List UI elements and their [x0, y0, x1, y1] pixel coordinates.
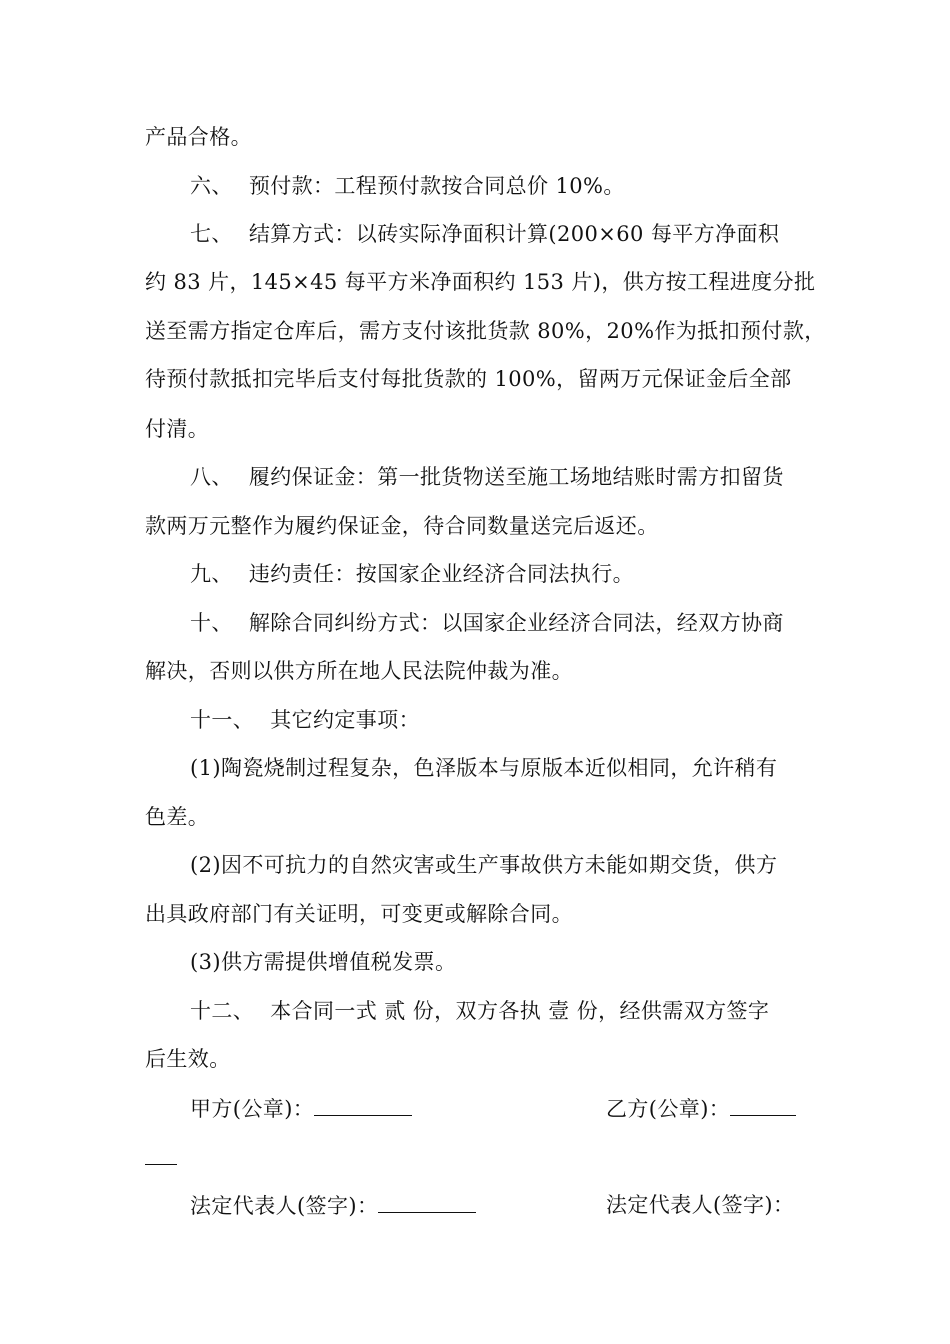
sub-item-3: (3)供方需提供增值税发票。 [190, 950, 457, 974]
party-a-seal-blank[interactable] [314, 1093, 412, 1116]
sub-item-1: (1)陶瓷烧制过程复杂，色泽版本与原版本近似相同，允许稍有 [190, 756, 778, 780]
clause-number: 十一、 [190, 708, 255, 732]
paragraph-line: 付清。 [145, 417, 210, 441]
paragraph-line: 约 83 片，145×45 每平方米净面积约 153 片)，供方按工程进度分批 [145, 270, 816, 294]
party-b-rep-row [606, 1190, 794, 1220]
party-b-seal-blank[interactable] [730, 1093, 796, 1116]
clause-ten [190, 608, 855, 638]
clause-text: 结算方式：以砖实际净面积计算(200×60 每平方净面积 [248, 222, 780, 246]
sub-item-2: (2)因不可抗力的自然灾害或生产事故供方未能如期交货，供方 [190, 853, 778, 877]
party-a-rep-label: 法定代表人(签字)： [190, 1194, 379, 1218]
clause-text: 预付款：工程预付款按合同总价 10%。 [248, 174, 625, 198]
paragraph-line: 送至需方指定仓库后，需方支付该批货款 80%，20%作为抵扣预付款， [145, 319, 826, 343]
clause-number: 九、 [190, 562, 233, 586]
clause-text: 履约保证金：第一批货物送至施工场地结账时需方扣留货 [248, 465, 784, 489]
paragraph-line: 解决，否则以供方所在地人民法院仲裁为准。 [145, 659, 573, 683]
party-b-seal-row [606, 1093, 796, 1124]
clause-number: 八、 [190, 465, 233, 489]
party-b-seal-label: 乙方(公章)： [606, 1097, 731, 1121]
paragraph-line: 出具政府部门有关证明，可变更或解除合同。 [145, 902, 573, 926]
party-a-seal-label: 甲方(公章)： [190, 1097, 315, 1121]
clause-text: 其它约定事项： [270, 708, 421, 732]
clause-text: 本合同一式 贰 份，双方各执 壹 份，经供需双方签字 [270, 999, 770, 1023]
paragraph-line: 待预付款抵扣完毕后支付每批货款的 100%，留两万元保证金后全部 [145, 367, 792, 391]
paragraph-line: 产品合格。 [145, 125, 252, 149]
clause-number: 六、 [190, 174, 233, 198]
paragraph-line: 后生效。 [145, 1047, 231, 1071]
party-b-rep-label: 法定代表人(签字)： [606, 1193, 795, 1217]
clause-text: 解除合同纠纷方式：以国家企业经济合同法，经双方协商 [248, 611, 784, 635]
party-a-rep-row [190, 1190, 476, 1221]
clause-number: 十、 [190, 611, 233, 635]
clause-twelve [190, 996, 855, 1026]
clause-text: 违约责任：按国家企业经济合同法执行。 [248, 562, 635, 586]
clause-eleven [190, 705, 855, 735]
clause-six [190, 171, 855, 201]
party-b-seal-blank-continuation[interactable] [145, 1142, 177, 1165]
paragraph-line: 色差。 [145, 805, 210, 829]
clause-number: 十二、 [190, 999, 255, 1023]
clause-seven [190, 219, 855, 249]
party-a-rep-blank[interactable] [378, 1190, 476, 1213]
clause-number: 七、 [190, 222, 233, 246]
party-a-seal-row [190, 1093, 412, 1124]
party-b-seal-blank-continuation-row [145, 1142, 177, 1173]
clause-nine [190, 559, 855, 589]
paragraph-line: 款两万元整作为履约保证金，待合同数量送完后返还。 [145, 514, 659, 538]
clause-eight [190, 462, 855, 492]
